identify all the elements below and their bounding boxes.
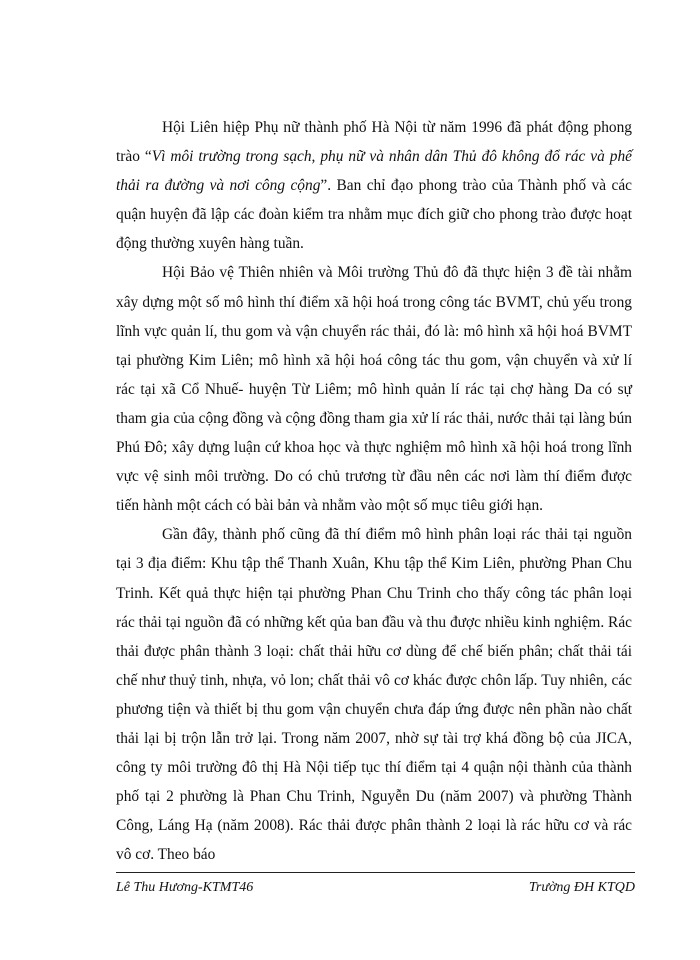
footer-author: Lê Thu Hương-KTMT46 xyxy=(116,880,254,895)
paragraph-1-intro: Hội Liên hiệp Phụ nữ thành phố Hà Nội từ năm 1996 đã phát động phong trào “ xyxy=(116,119,632,166)
document-body xyxy=(116,113,632,869)
paragraph-2: Hội Bảo vệ Thiên nhiên và Môi trường Thủ đô đã thực hiện 3 đề tài nhằm xây dựng một số mô hình thí điểm xã hội hoá trong công tác BVMT, chủ yếu trong lĩnh vực quản lí, thu gom và vận chuyển rác thải, đó là: mô hình xã hội hoá BVMT tại phường Kim Liên; mô hình xã hội hoá công tác thu gom, vận chuyển và xử lí rác tại xã Cổ Nhuế- huyện Từ Liêm; mô hình quản lí rác tại chợ hàng Da có sự tham gia của cộng đồng và cộng đồng tham gia xử lí rác thải, nước thải tại làng bún Phú Đô; xây dựng luận cứ khoa học và thực nghiệm mô hình xã hội hoá trong lĩnh vực vệ sinh môi trường. Do có chủ trương từ đầu nên các nơi làm thí điểm được tiến hành một cách có bài bản và nhằm vào một số mục tiêu giới hạn. xyxy=(116,264,632,515)
campaign-slogan: Vì môi trường trong sạch, phụ nữ và nhân dân Thủ đô không đổ rác và phế thải ra đường và nơi công cộng xyxy=(116,148,633,195)
footer-school: Trường ĐH KTQD xyxy=(528,880,635,895)
paragraph-1 xyxy=(116,113,632,258)
paragraph-1-rest: ”. Ban chỉ đạo phong trào của Thành phố và các quận huyện đã lập các đoàn kiểm tra nhằm mục đích giữ cho phong trào được hoạt động thường xuyên hàng tuần. xyxy=(116,177,632,253)
footer-divider xyxy=(116,872,635,873)
paragraph-3: Gần đây, thành phố cũng đã thí điểm mô hình phân loại rác thải tại nguồn tại 3 địa điểm: Khu tập thể Thanh Xuân, Khu tập thể Kim Liên, phường Phan Chu Trinh. Kết quả thực hiện tại phường Phan Chu Trinh cho thấy công tác phân loại rác thải tại nguồn đã có những kết qủa ban đầu và thu được nhiều kinh nghiệm. Rác thải được phân thành 3 loại: chất thải hữu cơ dùng để chế biến phân; chất thải tái chế như thuỷ tinh, nhựa, vỏ lon; chất thải vô cơ khác được chôn lấp. Tuy nhiên, các phương tiện và thiết bị thu gom vận chuyển chưa đáp ứng được nên phần nào chất thải lại bị trộn lẫn trở lại. Trong năm 2007, nhờ sự tài trợ khá đồng bộ của JICA, công ty môi trường đô thị Hà Nội tiếp tục thí điểm tại 4 quận nội thành của thành phố tại 2 phường là Phan Chu Trinh, Nguyễn Du (năm 2007) và phường Thành Công, Láng Hạ (năm 2008). Rác thải được phân thành 2 loại là rác hữu cơ và rác vô cơ. Theo báo xyxy=(116,526,632,864)
